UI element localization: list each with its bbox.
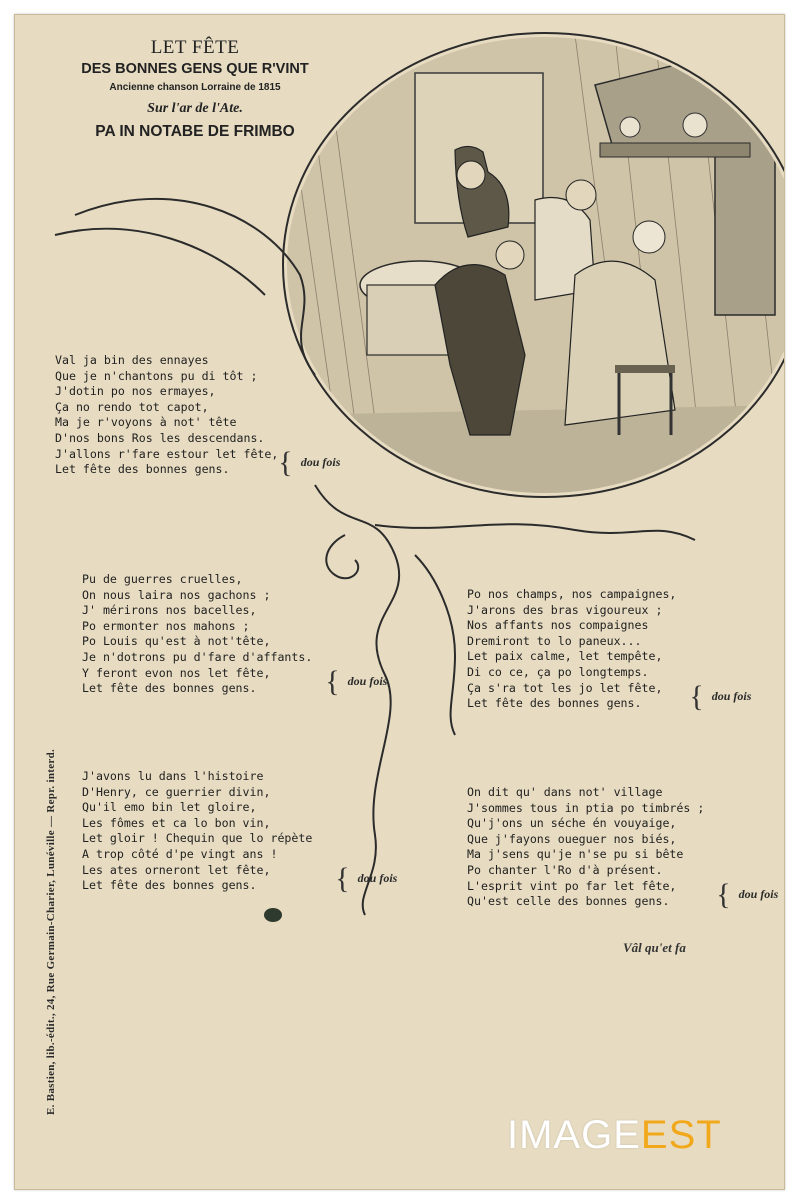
- stanza-line: Qu'j'ons un séche én vouyaige,: [467, 816, 677, 831]
- stanza-line: Di co ce, ça po longtemps.: [467, 664, 649, 679]
- refrain-label: dou fois: [738, 886, 779, 901]
- stanza-line: Po chanter l'Ro d'à présent.: [467, 862, 663, 877]
- refrain-marker: [689, 679, 752, 713]
- title-line-2: DES BONNES GENS QUE R'VINT: [81, 61, 309, 77]
- watermark-logo: [507, 1113, 722, 1157]
- stanza-line: Let fête des bonnes gens.: [467, 696, 642, 711]
- brace-icon: {: [325, 664, 340, 698]
- stanza-line: D'Henry, ce guerrier divin,: [82, 784, 271, 799]
- stanza-line: Nos affants nos compaignes: [467, 618, 649, 633]
- refrain-label: dou fois: [347, 673, 388, 688]
- refrain-marker: [335, 861, 398, 895]
- refrain-label: dou fois: [300, 454, 341, 469]
- stanza-line: Val ja bin des ennayes: [55, 353, 209, 367]
- stanza-line: Qu'est celle des bonnes gens.: [467, 894, 670, 909]
- refrain-marker: [278, 445, 341, 479]
- stanza-line: Ça no rendo tot capot,: [55, 399, 209, 414]
- stanza-2: [82, 572, 388, 698]
- stanza-line: A trop côté d'pe vingt ans !: [82, 846, 278, 861]
- stanza-line: Les fômes et ca lo bon vin,: [82, 815, 271, 830]
- refrain-marker: [325, 664, 388, 698]
- brace-icon: {: [278, 445, 293, 479]
- stanza-line: On dit qu' dans not' village: [467, 785, 663, 799]
- signoff: Vâl qu'et fa: [623, 940, 686, 955]
- title-line-1: LET FÊTE: [150, 37, 240, 58]
- stanza-line: Ma je r'voyons à not' tête: [55, 415, 237, 430]
- refrain-label: dou fois: [711, 688, 752, 703]
- stanza-line: Qu'il emo bin let gloire,: [82, 800, 257, 815]
- postcard: [14, 14, 785, 1190]
- stanza-line: Po Louis qu'est à not'tête,: [82, 634, 271, 649]
- refrain-label: dou fois: [357, 870, 398, 885]
- stanza-line: Je n'dotrons pu d'fare d'affants.: [82, 649, 313, 664]
- stanza-line: J'dotin po nos ermayes,: [55, 384, 216, 399]
- title-line-4: Sur l'ar de l'Ate.: [147, 101, 243, 116]
- stanza-line: J' mérirons nos bacelles,: [82, 603, 257, 618]
- stanza-1: [55, 353, 341, 479]
- stanza-line: Les ates orneront let fête,: [82, 862, 271, 877]
- publisher-imprint: E. Bastien, lib.-édit., 24, Rue Germain-Charier, Lunéville — Repr. interd.: [45, 748, 57, 1115]
- stanza-line: Po ermonter nos mahons ;: [82, 618, 250, 633]
- title-line-5: PA IN NOTABE DE FRIMBO: [95, 123, 295, 140]
- watermark-part-2: EST: [640, 1113, 722, 1157]
- stanza-line: D'nos bons Ros les descendans.: [55, 430, 265, 445]
- stanza-line: J'arons des bras vigoureux ;: [467, 602, 663, 617]
- stanza-3: [467, 587, 752, 713]
- watermark-part-1: IMAGE: [507, 1113, 641, 1157]
- stanza-line: J'allons r'fare estour let fête,: [55, 446, 279, 461]
- stanza-line: Que j'fayons oueguer nos biés,: [467, 831, 677, 846]
- stanza-line: Let gloir ! Chequin que lo répète: [82, 831, 313, 846]
- brace-icon: {: [335, 861, 350, 895]
- stanza-line: Que je n'chantons pu di tôt ;: [55, 368, 258, 383]
- blemish: [264, 908, 282, 922]
- stanza-line: On nous laira nos gachons ;: [82, 587, 271, 602]
- title-line-3: Ancienne chanson Lorraine de 1815: [109, 82, 281, 93]
- title-block: [45, 37, 345, 143]
- stanza-line: Po nos champs, nos campaignes,: [467, 587, 677, 601]
- stanza-line: Let fête des bonnes gens.: [82, 681, 257, 696]
- stanza-4: [82, 769, 398, 895]
- stanza-line: Dremiront to lo paneux...: [467, 633, 642, 648]
- stanza-line: Ma j'sens qu'je n'se pu si bête: [467, 847, 684, 862]
- brace-icon: {: [689, 679, 704, 713]
- stanza-line: Ça s'ra tot les jo let fête,: [467, 680, 663, 695]
- stanza-line: Y feront evon nos let fête,: [82, 665, 271, 680]
- tavern-scene: [275, 25, 784, 505]
- stanza-5: [467, 785, 779, 911]
- stanza-line: Pu de guerres cruelles,: [82, 572, 243, 586]
- stanza-line: Let paix calme, let tempête,: [467, 649, 663, 664]
- refrain-marker: [716, 877, 779, 911]
- stanza-line: J'avons lu dans l'histoire: [82, 769, 264, 783]
- stanza-line: L'esprit vint po far let fête,: [467, 878, 677, 893]
- stanza-line: Let fête des bonnes gens.: [55, 462, 230, 477]
- stanza-line: Let fête des bonnes gens.: [82, 878, 257, 893]
- brace-icon: {: [716, 877, 731, 911]
- stanza-line: J'sommes tous in ptia po timbrés ;: [467, 800, 705, 815]
